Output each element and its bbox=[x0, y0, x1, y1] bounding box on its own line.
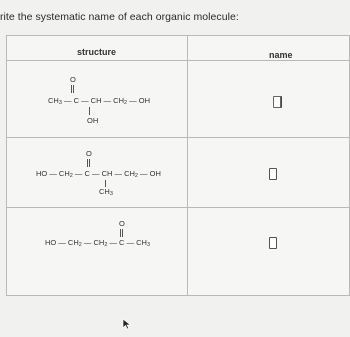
molecule-2-oxygen: O bbox=[86, 149, 92, 158]
row-divider-2 bbox=[7, 207, 349, 208]
mouse-pointer-icon bbox=[122, 318, 132, 330]
molecule-2-single-bond bbox=[105, 180, 106, 187]
molecule-3-double-bond bbox=[120, 229, 123, 237]
molecule-1-double-bond bbox=[71, 85, 74, 93]
question-prompt: rite the systematic name of each organic molecule: bbox=[0, 11, 239, 23]
molecule-2-main-chain: HO — $CH_2$ — C — CH — $CH_2$ — OH bbox=[36, 169, 161, 179]
molecule-1-single-bond bbox=[89, 107, 90, 115]
row-divider-1 bbox=[7, 137, 349, 138]
answer-input-2[interactable] bbox=[269, 168, 277, 180]
molecule-2-double-bond bbox=[87, 159, 90, 167]
molecule-table bbox=[6, 35, 350, 296]
header-divider bbox=[7, 60, 349, 61]
molecule-2-methyl: $CH_3$ bbox=[99, 187, 113, 197]
name-header: name bbox=[269, 50, 293, 60]
answer-input-3[interactable] bbox=[269, 237, 277, 249]
structure-header: structure bbox=[77, 47, 117, 57]
molecule-1-oxygen: O bbox=[70, 75, 76, 84]
molecule-3-oxygen: O bbox=[119, 219, 125, 228]
molecule-3-main-chain: HO — $CH_2$ — $CH_2$ — C — $CH_3$ bbox=[45, 238, 151, 248]
molecule-1-main-chain: $CH_3$ — C — CH — $CH_2$ — OH bbox=[48, 96, 150, 106]
molecule-1-hydroxyl: OH bbox=[87, 116, 99, 125]
column-divider bbox=[187, 36, 188, 295]
answer-input-1[interactable] bbox=[273, 96, 281, 108]
